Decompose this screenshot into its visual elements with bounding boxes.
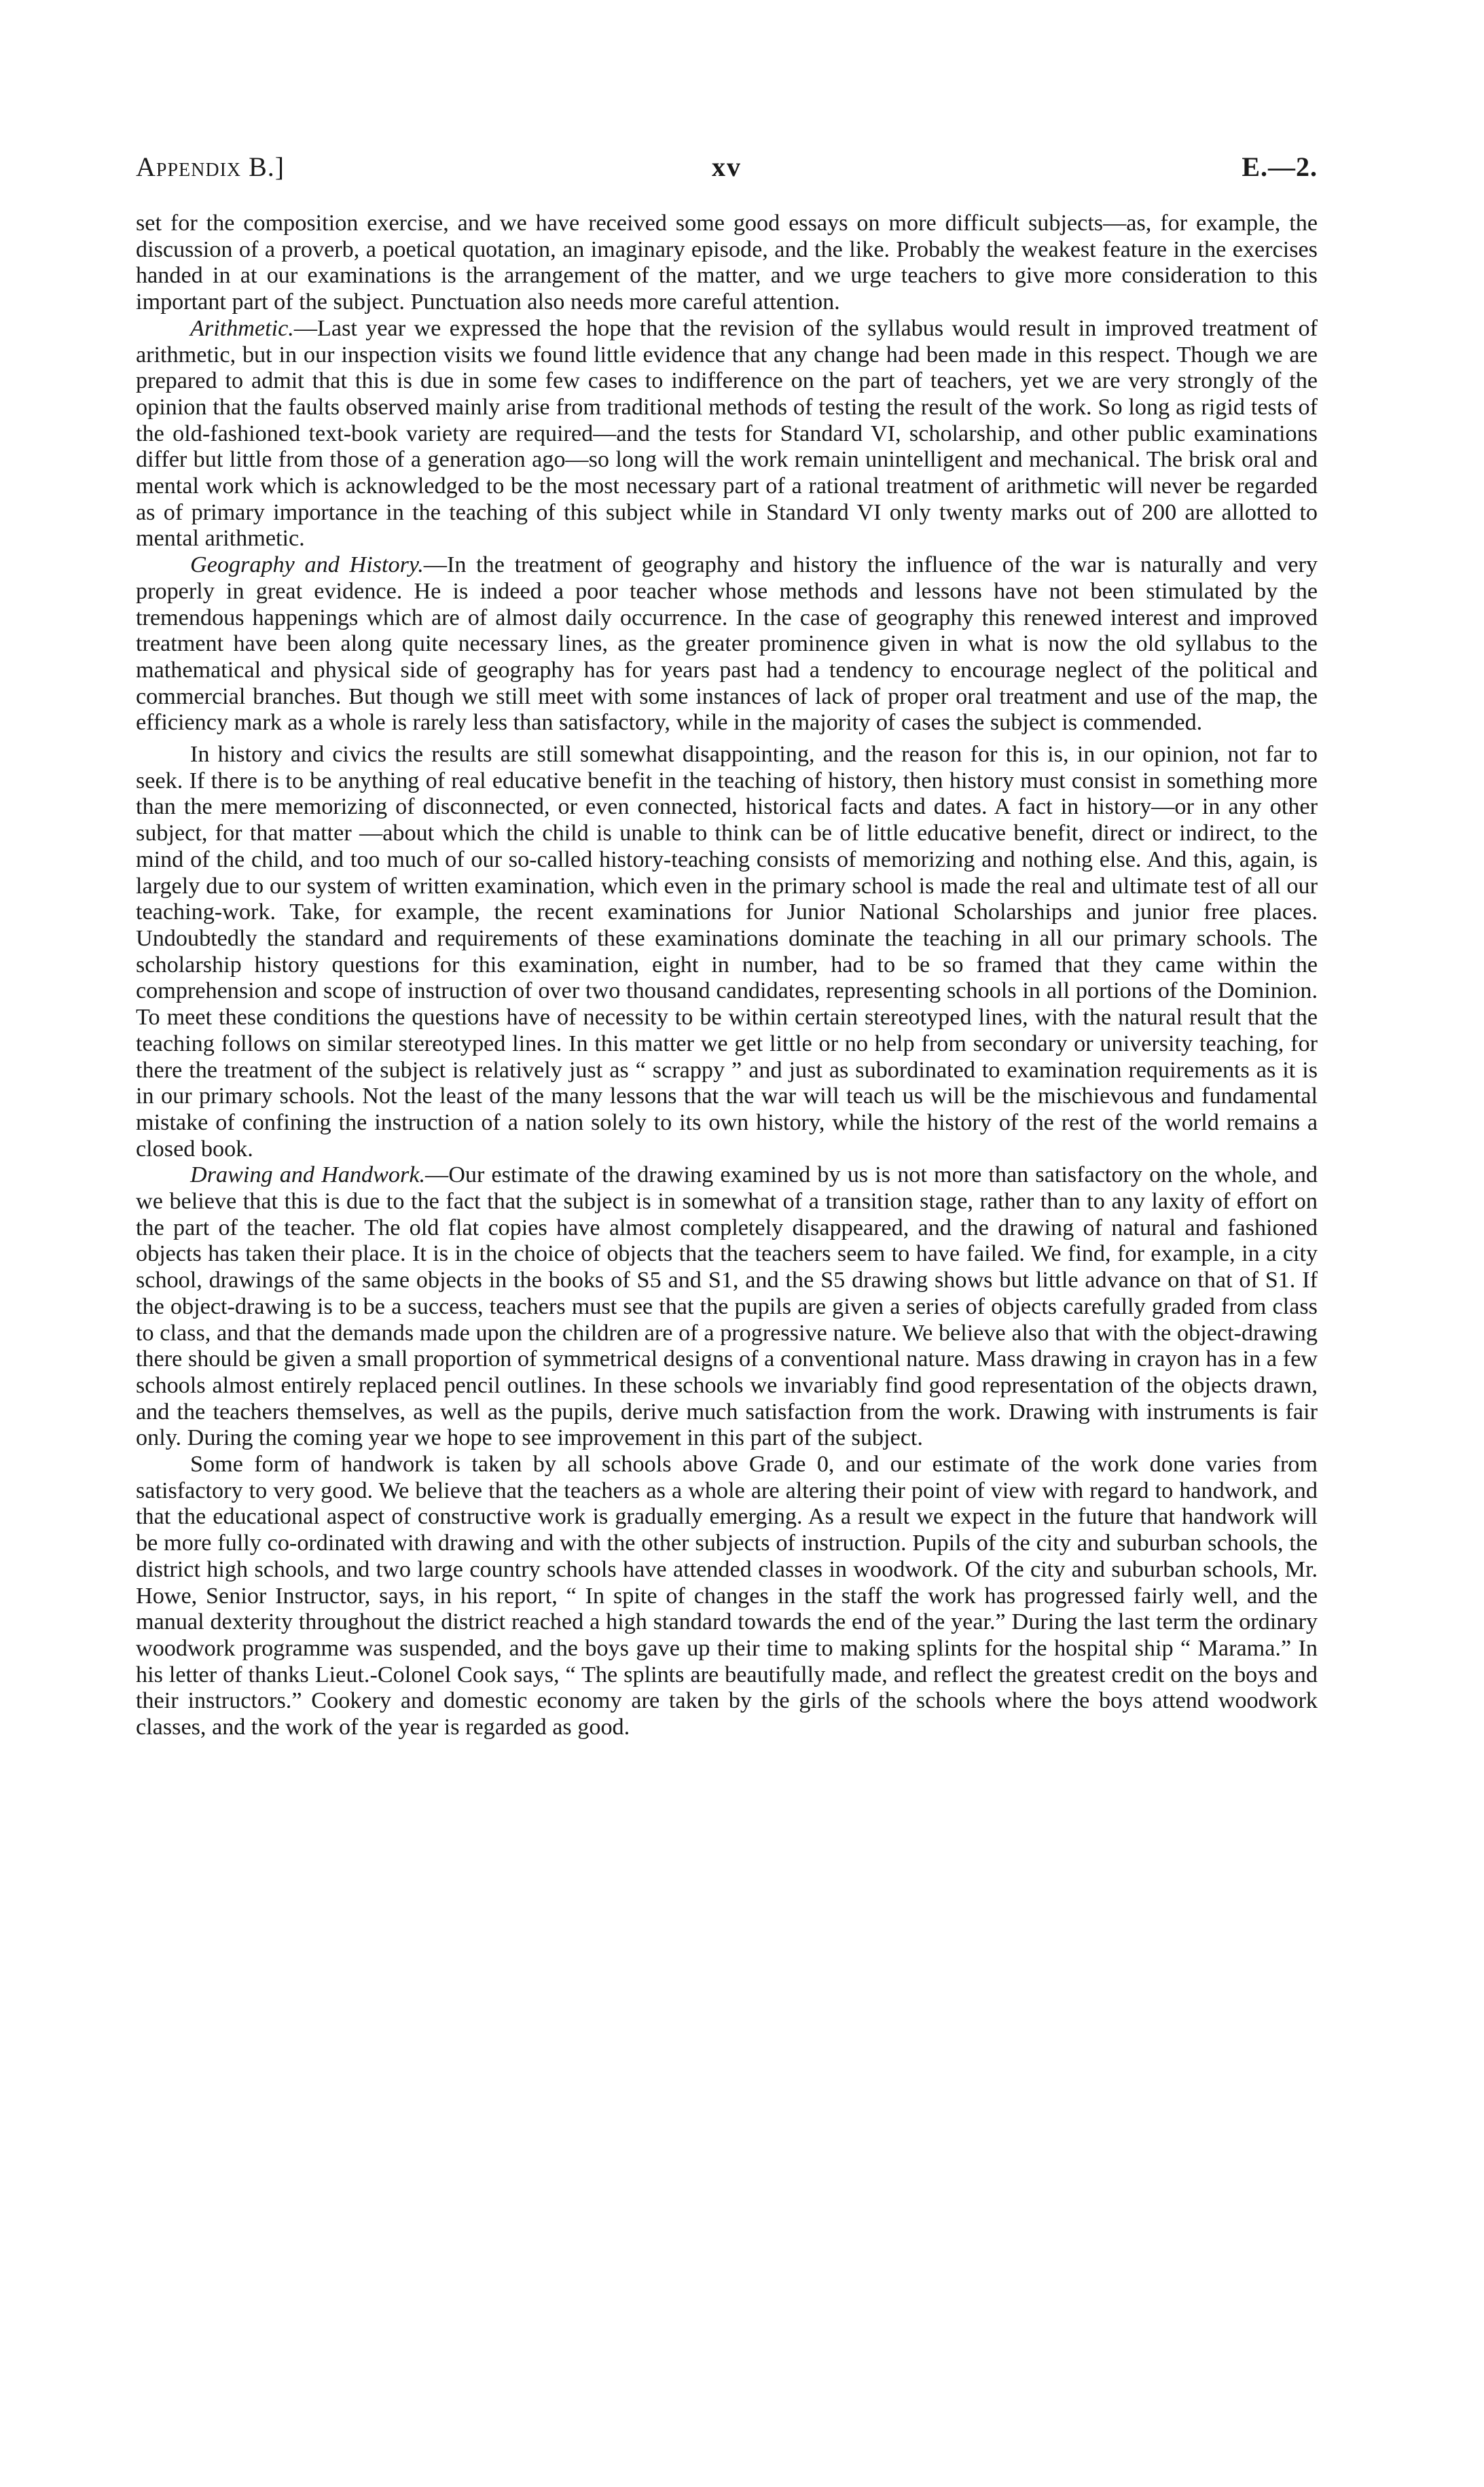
paragraph-text: set for the composition exercise, and we have received some good essays on more difficult subjects—as, for example, the discussion of a proverb, a poetical quotation, an imaginary episode, and the like. Probably the weakest feature in the exercises handed in at our examinations is the arrangement of the matter, and we urge teachers to give more consideration to this important part of the subject. Punctuation also needs more careful attention. xyxy=(136,211,1318,315)
paragraph-heading: Drawing and Handwork. xyxy=(190,1162,426,1188)
paragraph-handwork xyxy=(136,1452,1318,1741)
paragraph-geography-history xyxy=(136,552,1318,736)
paragraph-heading: Arithmetic. xyxy=(190,315,294,341)
paragraph-text: —Last year we expressed the hope that the revision of the syllabus would result in improved treatment of arithmetic, but in our inspection visits we found little evidence that any change had been made in this respect. Though we are prepared to admit that this is due in some few cases to indifference on the part of teachers, yet we are very strongly of the opinion that the faults observed mainly arise from traditional methods of testing the result of the work. So long as rigid tests of the old-fashioned text-book variety are required—and the tests for Standard VI, scholarship, and other public examinations differ but little from those of a generation ago—so long will the work remain unintelligent and mechanical. The brisk oral and mental work which is acknowledged to be the most necessary part of a rational treatment of arithmetic will never be regarded as of primary importance in the teaching of this subject while in Standard VI only twenty marks out of 200 are allotted to mental arithmetic. xyxy=(136,315,1318,552)
paragraph-drawing-handwork xyxy=(136,1162,1318,1452)
paragraph-text: In history and civics the results are still somewhat disappointing, and the reason for this is, in our opinion, not far to seek. If there is to be anything of real educative benefit in the teaching of history, then history must consist in something more than the mere memorizing of disconnected, or even connected, historical facts and dates. A fact in history—or in any other subject, for that matter —about which the child is unable to think can be of little educative benefit, direct or indirect, to the mind of the child, and too much of our so-called history-teaching consists of memorizing and nothing else. And this, again, is largely due to our system of written examination, which even in the primary school is made the real and ultimate test of all our teaching-work. Take, for example, the recent examinations for Junior National Scholarships and junior free places. Undoubtedly the standard and requirements of these examinations dominate the teaching in all our primary schools. The scholarship history questions for this examination, eight in number, had to be so framed that they came within the comprehension and scope of instruction of over two thousand candidates, representing schools in all portions of the Dominion. To meet these conditions the questions have of necessity to be within certain stereotyped lines, with the natural result that the teaching follows on similar stereotyped lines. In this matter we get little or no help from secondary or university teaching, for there the treatment of the subject is relatively just as “ scrappy ” and just as subordinated to examination requirements as it is in our primary schools. Not the least of the many lessons that the war will teach us will be the mischievous and fundamental mistake of confining the instruction of a nation solely to its own history, while the history of the rest of the world remains a closed book. xyxy=(136,742,1318,1162)
paragraph-text: —In the treatment of geography and history the influence of the war is naturally and very properly in great evidence. He is indeed a poor teacher whose methods and lessons have not been stimulated by the tremendous happenings which are of almost daily occurrence. In the case of geography this renewed interest and improved treatment have been along quite necessary lines, as the greater prominence given in what is now the old syllabus to the mathematical and physical side of geography has for years past had a tendency to encourage neglect of the political and commercial branches. But though we still meet with some instances of lack of proper oral treatment and use of the map, the efficiency mark as a whole is rarely less than satisfactory, while in the majority of cases the subject is commended. xyxy=(136,552,1318,736)
appendix-label: Appendix B.] xyxy=(136,151,285,182)
body-text xyxy=(136,211,1318,1741)
paragraph-text: —Our estimate of the drawing examined by us is not more than satisfactory on the whole, and we believe that this is due to the fact that the subject is in somewhat of a transition stage, rather than to any laxity of effort on the part of the teacher. The old flat copies have almost completely disappeared, and the drawing of natural and fashioned objects has taken their place. It is in the choice of objects that the teachers seem to have failed. We find, for example, in a city school, drawings of the same objects in the books of S5 and S1, and the S5 drawing shows but little advance on that of S1. If the object-drawing is to be a success, teachers must see that the pupils are given a series of objects carefully graded from class to class, and that the demands made upon the children are of a progressive nature. We believe also that with the object-drawing there should be given a small proportion of symmetrical designs of a conventional nature. Mass drawing in crayon has in a few schools almost entirely replaced pencil outlines. In these schools we invariably find good representation of the objects drawn, and the teachers themselves, as well as the pupils, derive much satisfaction from the work. Drawing with instruments is fair only. During the coming year we hope to see improvement in this part of the subject. xyxy=(136,1162,1318,1451)
document-reference: E.—2. xyxy=(1242,151,1318,182)
paragraph-text: Some form of handwork is taken by all schools above Grade 0, and our estimate of the work done varies from satisfactory to very good. We believe that the teachers as a whole are altering their point of view with regard to handwork, and that the educational aspect of constructive work is gradually emerging. As a result we expect in the future that handwork will be more fully co-ordinated with drawing and with the other subjects of instruction. Pupils of the city and suburban schools, the district high schools, and two large country schools have attended classes in woodwork. Of the city and suburban schools, Mr. Howe, Senior Instructor, says, in his report, “ In spite of changes in the staff the work has progressed fairly well, and the manual dexterity throughout the district reached a high standard towards the end of the year.” During the last term the ordinary woodwork programme was suspended, and the boys gave up their time to making splints for the hospital ship “ Marama.” In his letter of thanks Lieut.-Colonel Cook says, “ The splints are beautifully made, and reflect the greatest credit on the boys and their instructors.” Cookery and domestic economy are taken by the girls of the schools where the boys attend woodwork classes, and the work of the year is regarded as good. xyxy=(136,1452,1318,1740)
paragraph-heading: Geography and History. xyxy=(190,552,424,578)
paragraph-composition-continued xyxy=(136,211,1318,316)
page-number: xv xyxy=(712,151,742,182)
page-header xyxy=(136,148,1318,196)
paragraph-history-civics xyxy=(136,742,1318,1162)
paragraph-arithmetic xyxy=(136,316,1318,552)
